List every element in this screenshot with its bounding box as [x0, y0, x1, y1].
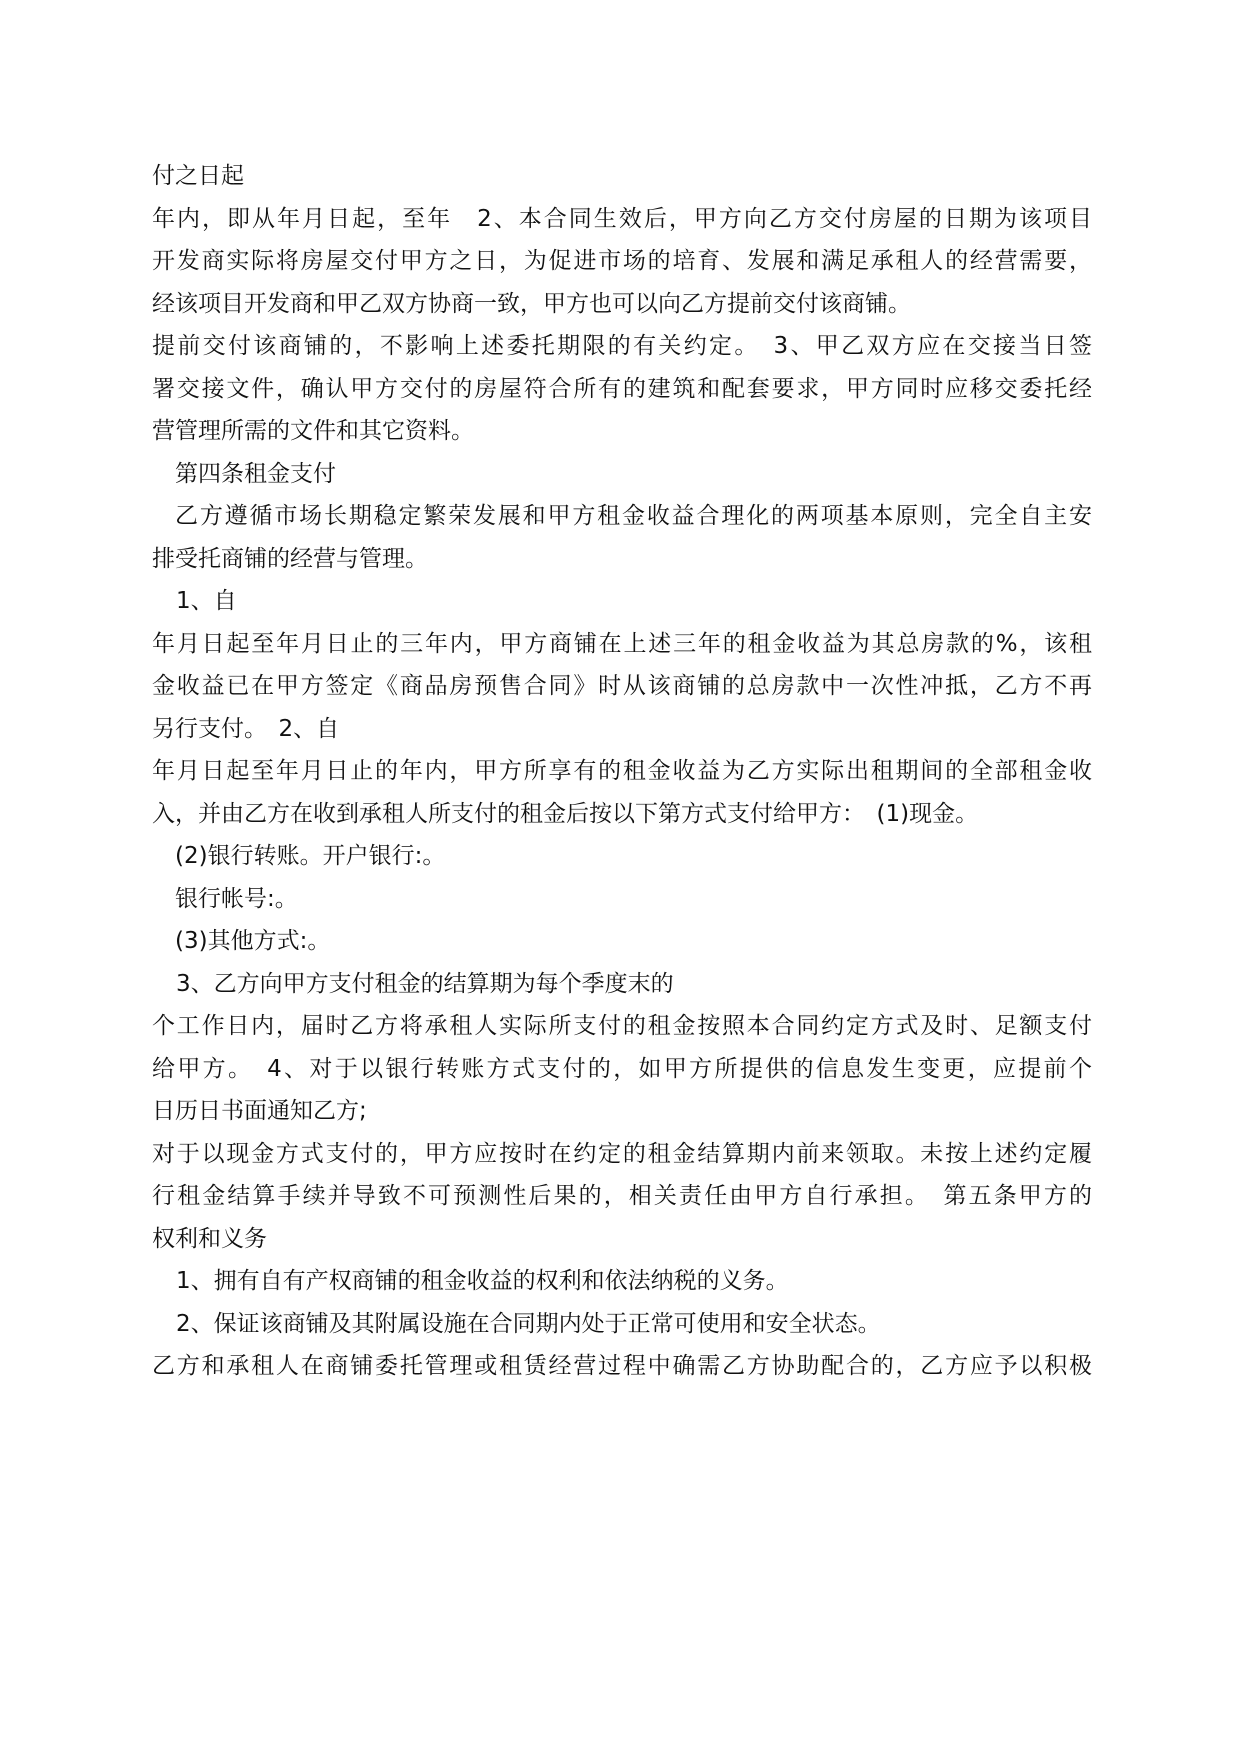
text-line: 金收益已在甲方签定《商品房预售合同》时从该商铺的总房款中一次性冲抵，乙方不再 [152, 673, 1092, 699]
text-line: 1、自 [176, 588, 237, 614]
text-line: 乙方和承租人在商铺委托管理或租赁经营过程中确需乙方协助配合的，乙方应予以积极 [152, 1353, 1092, 1379]
text-line: 3、乙方向甲方支付租金的结算期为每个季度末的 [176, 970, 674, 997]
text-line: 乙方遵循市场长期稳定繁荣发展和甲方租金收益合理化的两项基本原则，完全自主安 [175, 503, 1092, 529]
text-line: 行租金结算手续并导致不可预测性后果的，相关责任由甲方自行承担。 第五条甲方的 [152, 1183, 1092, 1209]
text-line: 1、拥有自有产权商铺的租金收益的权利和依法纳税的义务。 [176, 1268, 789, 1294]
text-line: 营管理所需的文件和其它资料。 [152, 418, 474, 444]
text-line: 权利和义务 [152, 1225, 267, 1252]
text-line: 2、保证该商铺及其附属设施在合同期内处于正常可使用和安全状态。 [176, 1310, 881, 1337]
text-line: 提前交付该商铺的，不影响上述委托期限的有关约定。 3、甲乙双方应在交接当日签 [152, 333, 1092, 359]
text-line: 个工作日内，届时乙方将承租人实际所支付的租金按照本合同约定方式及时、足额支付 [152, 1013, 1092, 1039]
text-line: 署交接文件，确认甲方交付的房屋符合所有的建筑和配套要求，甲方同时应移交委托经 [152, 375, 1092, 402]
text-line: 年月日起至年月日止的年内，甲方所享有的租金收益为乙方实际出租期间的全部租金收 [152, 758, 1092, 784]
text-line: 对于以现金方式支付的，甲方应按时在约定的租金结算期内前来领取。未按上述约定履 [152, 1140, 1092, 1167]
text-line: 开发商实际将房屋交付甲方之日，为促进市场的培育、发展和满足承租人的经营需要， [152, 248, 1092, 274]
text-line: 银行帐号:。 [175, 885, 298, 912]
text-line: 给甲方。 4、对于以银行转账方式支付的，如甲方所提供的信息发生变更，应提前个 [152, 1055, 1092, 1082]
text-line: 付之日起 [152, 163, 244, 189]
section-heading: 第四条租金支付 [175, 460, 336, 487]
document-body [152, 155, 1092, 1388]
text-line: 经该项目开发商和甲乙双方协商一致，甲方也可以向乙方提前交付该商铺。 [152, 290, 911, 317]
text-line: 入，并由乙方在收到承租人所支付的租金后按以下第方式支付给甲方： (1)现金。 [152, 800, 979, 827]
text-line: (2)银行转账。开户银行:。 [175, 843, 446, 869]
text-line: 日历日书面通知乙方; [152, 1098, 367, 1124]
text-line: 另行支付。 2、自 [152, 715, 340, 742]
text-line: 年月日起至年月日止的三年内，甲方商铺在上述三年的租金收益为其总房款的%，该租 [152, 630, 1092, 657]
text-line: 年内，即从年月日起，至年 2、本合同生效后，甲方向乙方交付房屋的日期为该项目 [152, 205, 1092, 232]
text-line: 排受托商铺的经营与管理。 [152, 545, 428, 572]
text-line: (3)其他方式:。 [175, 928, 331, 954]
